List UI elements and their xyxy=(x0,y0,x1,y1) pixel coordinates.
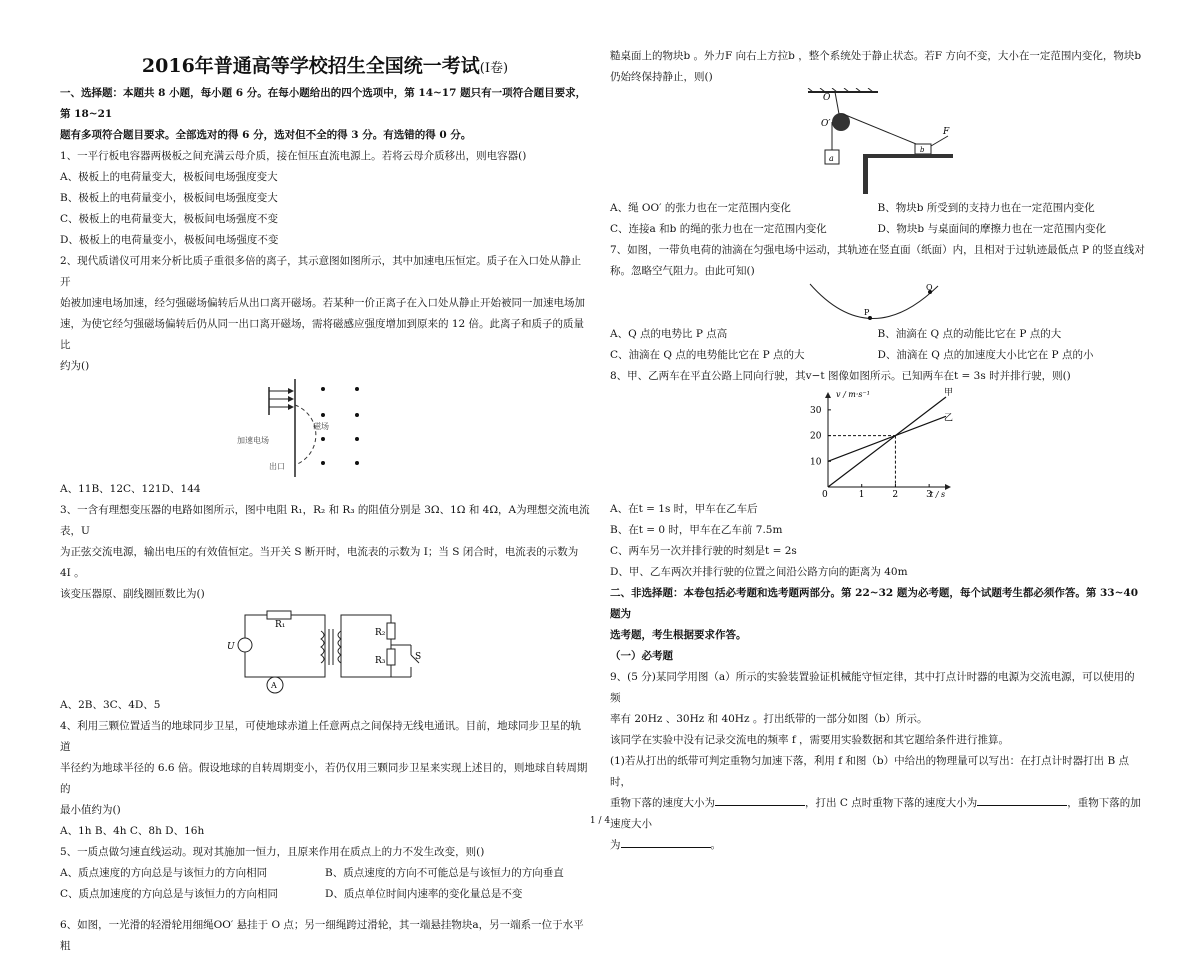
q6-option-b: B、物块b 所受到的支持力也在一定范围内变化 xyxy=(877,202,1095,214)
origin-label: 0 xyxy=(821,490,828,499)
q8-option-d: D、甲、乙车两次并排行驶的位置之间沿公路方向的距离为 40m xyxy=(610,566,908,578)
q5-option-b: B、质点速度的方向不可能总是与该恒力的方向垂直 xyxy=(325,867,564,879)
label-o-prime: O′ xyxy=(820,119,830,129)
q2-line-1: 2、现代质谱仪可用来分析比质子重很多倍的离子，其示意图如图所示，其中加速电压恒定。质子在入口处从静止开 xyxy=(60,255,582,288)
label-q: Q xyxy=(925,283,933,292)
label-accel-field: 加速电场 xyxy=(237,436,269,445)
q2-line-2: 始被加速电场加速，经匀强磁场偏转后从出口离开磁场。若某种一价正离子在入口处从静止开始被同一加速电场加 xyxy=(60,297,585,309)
page-title: 2016年普通高等学校招生全国统一考试(Ⅰ卷) xyxy=(141,55,509,77)
q1-stem: 1、一平行板电容器两极板之间充满云母介质，接在恒压直流电源上。若将云母介质移出，则电容器() xyxy=(60,150,527,162)
q3-line-3: 该变压器原、副线圈匝数比为() xyxy=(60,588,205,600)
series-label-0: 甲 xyxy=(943,388,953,398)
label-p: P xyxy=(863,308,869,317)
q2-options: A、11B、12C、121D、144 xyxy=(60,483,201,495)
q7-option-b: B、油滴在 Q 点的动能比它在 P 点的大 xyxy=(877,328,1062,340)
label-o: O xyxy=(822,93,830,103)
q5-options-row-1 xyxy=(60,863,590,884)
series-line-1 xyxy=(828,416,946,461)
label-r2: R₂ xyxy=(375,628,386,638)
label-f: F xyxy=(942,127,949,137)
series-line-0 xyxy=(828,397,946,487)
blank-3[interactable] xyxy=(621,835,711,848)
q7-line-1: 7、如图，一带负电荷的油滴在匀强电场中运动，其轨迹在竖直面（纸面）内，且相对于过轨迹最低点 P 的竖直线对 xyxy=(610,244,1145,256)
right-column xyxy=(610,46,1145,856)
page-number: 1 / 4 xyxy=(589,816,611,826)
q6-options-row-2 xyxy=(610,219,1145,240)
pulley-figure xyxy=(803,88,953,198)
section2-sub: （一）必考题 xyxy=(610,650,673,662)
q8-option-a: A、在t = 1s 时，甲车在乙车后 xyxy=(610,503,758,515)
q6-options-row-1 xyxy=(610,198,1145,219)
q8-option-c: C、两车另一次并排行驶的时刻是t = 2s xyxy=(610,545,797,557)
label-exit: 出口 xyxy=(269,462,285,471)
q7-option-d: D、油滴在 Q 点的加速度大小比它在 P 点的小 xyxy=(877,349,1094,361)
x-tick-label-0: 1 xyxy=(858,490,864,499)
y-tick-label-1: 20 xyxy=(809,431,821,442)
x-axis-label: t / s xyxy=(929,490,945,499)
q6-option-c: C、连接a 和b 的绳的张力也在一定范围内变化 xyxy=(610,223,827,235)
label-switch: S xyxy=(415,652,422,662)
q6-option-d: D、物块b 与桌面间的摩擦力也在一定范围内变化 xyxy=(877,223,1106,235)
q7-options-row-2 xyxy=(610,345,1145,366)
q5-stem: 5、一质点做匀速直线运动。现对其施加一恒力，且原来作用在质点上的力不发生改变，则() xyxy=(60,846,485,858)
q3-line-2: 为正弦交流电源，输出电压的有效值恒定。当开关 S 断开时，电流表的示数为 I；当 S 闭合时，电流表的示数为 4I 。 xyxy=(60,546,579,579)
x-tick-label-2: 3 xyxy=(925,490,932,499)
section2-header-2: 选考题，考生根据要求作答。 xyxy=(610,629,747,641)
q8-stem: 8、甲、乙两车在平直公路上同向行驶，其v−t 图像如图所示。已知两车在t = 3s 时并排行驶，则() xyxy=(610,370,1071,382)
q1-option-a: A、极板上的电荷量变大，极板间电场强度变大 xyxy=(60,171,278,183)
series-label-1: 乙 xyxy=(943,413,953,424)
q6-line-2: 糙桌面上的物块b 。外力F 向右上方拉b ，整个系统处于静止状态。若F 方向不变，大小在一定范围内变化，物块b xyxy=(610,50,1142,62)
x-tick-label-1: 2 xyxy=(891,490,898,499)
y-tick-label-0: 10 xyxy=(809,457,821,468)
q5-options-row-2 xyxy=(60,884,590,905)
q9-line-1: 9、(5 分)某同学用图（a）所示的实验装置验证机械能守恒定律，其中打点计时器的电源为交流电源，可以使用的频 xyxy=(610,671,1135,704)
q7-option-c: C、油滴在 Q 点的电势能比它在 P 点的大 xyxy=(610,349,805,361)
y-axis-label: v / m·s⁻¹ xyxy=(835,390,870,399)
q4-line-3: 最小值约为() xyxy=(60,804,121,816)
q9-line-5: 重物下落的速度大小为 ，打出 C 点时重物下落的速度大小为 ，重物下落的加速度大小 xyxy=(610,793,1145,835)
q9-line-3: 该同学在实验中没有记录交流电的频率 f ，需要用实验数据和其它题给条件进行推算。 xyxy=(610,734,1010,746)
q5-option-a: A、质点速度的方向总是与该恒力的方向相同 xyxy=(60,867,268,879)
q5-option-d: D、质点单位时间内速率的变化量总是不变 xyxy=(325,888,523,900)
blank-2[interactable] xyxy=(977,793,1067,806)
label-r3: R₃ xyxy=(375,656,386,666)
section1-header-2: 题有多项符合题目要求。全部选对的得 6 分，选对但不全的得 3 分。有选错的得 0 分。 xyxy=(60,129,472,141)
q5-option-c: C、质点加速度的方向总是与该恒力的方向相同 xyxy=(60,888,279,900)
label-r1: R₁ xyxy=(275,620,286,630)
oil-drop-trajectory-figure xyxy=(808,282,948,324)
y-tick-label-2: 30 xyxy=(809,405,821,416)
q3-options: A、2B、3C、4D、5 xyxy=(60,699,161,711)
vt-axes xyxy=(822,390,950,499)
q1-option-c: C、极板上的电荷量变大，极板间电场强度不变 xyxy=(60,213,279,225)
q4-line-1: 4、利用三颗位置适当的地球同步卫星，可使地球赤道上任意两点之间保持无线电通讯。目前，地球同步卫星的轨道 xyxy=(60,720,582,753)
q6-line-3: 仍始终保持静止，则() xyxy=(610,71,713,83)
q1-option-d: D、极板上的电荷量变小，极板间电场强度不变 xyxy=(60,234,279,246)
q6-line-1: 6、如图，一光滑的轻滑轮用细绳OO′ 悬挂于 O 点；另一细绳跨过滑轮，其一端悬挂物块a，另一端系一位于水平粗 xyxy=(60,919,584,952)
q2-line-3: 速，为使它经匀强磁场偏转后仍从同一出口离开磁场，需将磁感应强度增加到原来的 12 倍。此离子和质子的质量比 xyxy=(60,318,585,351)
q7-option-a: A、Q 点的电势比 P 点高 xyxy=(610,328,728,340)
left-column xyxy=(60,0,590,957)
q8-option-b: B、在t = 0 时，甲车在乙车前 7.5m xyxy=(610,524,783,536)
q4-line-2: 半径约为地球半径的 6.6 倍。假设地球的自转周期变小，若仍仅用三颗同步卫星来实现上述目的，则地球自转周期的 xyxy=(60,762,588,795)
section1-header-1: 一、选择题：本题共 8 小题，每小题 6 分。在每小题给出的四个选项中，第 14~17 题只有一项符合题目要求，第 18~21 xyxy=(60,87,587,120)
transformer-circuit-figure xyxy=(225,605,425,695)
q9-line-6: 为 。 xyxy=(610,835,1145,856)
label-a: a xyxy=(828,154,834,163)
q3-line-1: 3、一含有理想变压器的电路如图所示，图中电阻 R₁，R₂ 和 R₃ 的阻值分别是 3Ω、1Ω 和 4Ω，A为理想交流电流表，U xyxy=(60,504,590,537)
q6-option-a: A、绳 OO′ 的张力也在一定范围内变化 xyxy=(610,202,791,214)
q7-options-row-1 xyxy=(610,324,1145,345)
q1-option-b: B、极板上的电荷量变小，极板间电场强度变大 xyxy=(60,192,278,204)
section2-header-1: 二、非选择题：本卷包括必考题和选考题两部分。第 22~32 题为必考题，每个试题考生都必须作答。第 33~40 题为 xyxy=(610,587,1139,620)
q9-line-4: (1)若从打出的纸带可判定重物匀加速下落，利用 f 和图（b）中给出的物理量可以写出：在打点计时器打出 B 点时， xyxy=(610,755,1130,788)
label-b: b xyxy=(919,146,924,154)
label-magnetic-field: 磁场 xyxy=(313,422,329,431)
q4-options: A、1h B、4h C、8h D、16h xyxy=(60,825,205,837)
mass-spectrometer-figure xyxy=(235,377,415,479)
blank-1[interactable] xyxy=(715,793,805,806)
q7-line-2: 称。忽略空气阻力。由此可知() xyxy=(610,265,755,277)
vt-chart xyxy=(798,387,958,499)
label-ammeter: A xyxy=(271,681,277,690)
label-u: U xyxy=(227,642,235,652)
q2-line-4: 约为() xyxy=(60,360,90,372)
q9-line-2: 率有 20Hz 、30Hz 和 40Hz 。打出纸带的一部分如图（b）所示。 xyxy=(610,713,928,725)
